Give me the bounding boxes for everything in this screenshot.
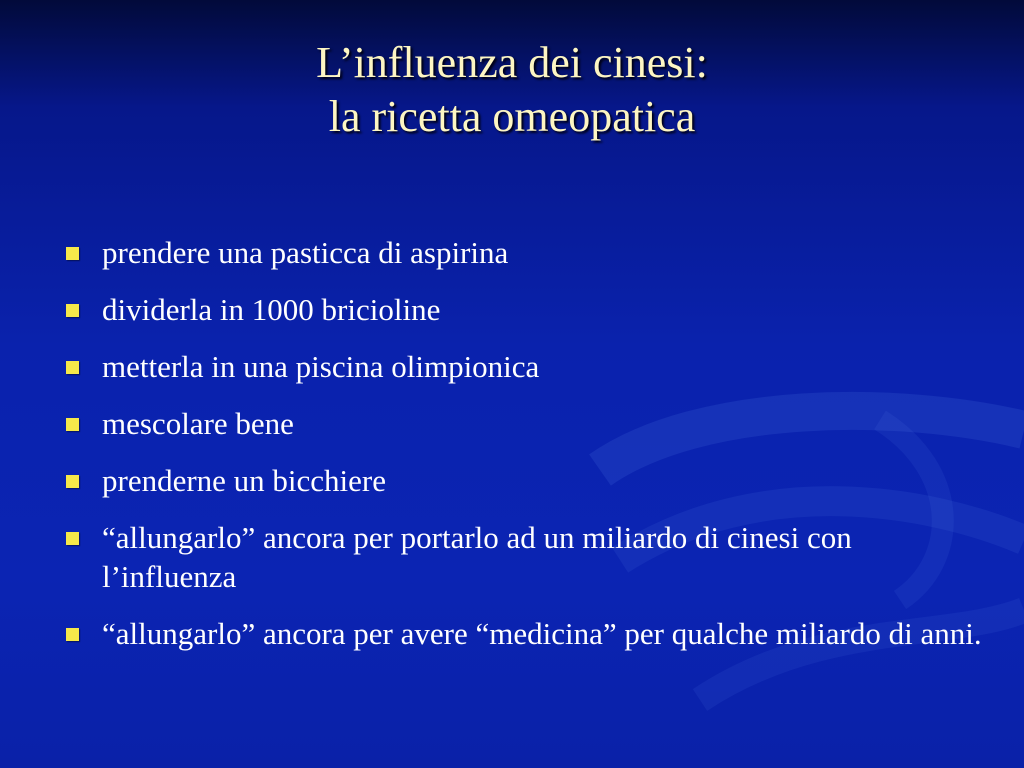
slide-title — [0, 36, 1024, 144]
bullet-item — [62, 347, 982, 386]
bullet-item — [62, 290, 982, 329]
square-bullet-icon — [66, 418, 79, 431]
bullet-text: “allungarlo” ancora per portarlo ad un miliardo di cinesi con l’influenza — [102, 520, 852, 594]
bullet-item — [62, 233, 982, 272]
bullet-list — [62, 233, 982, 671]
square-bullet-icon — [66, 247, 79, 260]
bullet-text: mescolare bene — [102, 406, 294, 441]
square-bullet-icon — [66, 361, 79, 374]
bullet-item — [62, 614, 982, 653]
square-bullet-icon — [66, 532, 79, 545]
bullet-item — [62, 404, 982, 443]
bullet-text: metterla in una piscina olimpionica — [102, 349, 540, 384]
bullet-text: dividerla in 1000 bricioline — [102, 292, 441, 327]
bullet-text: “allungarlo” ancora per avere “medicina” per qualche miliardo di anni. — [102, 616, 982, 651]
slide-title-line-1: L’influenza dei cinesi: — [316, 38, 708, 87]
square-bullet-icon — [66, 475, 79, 488]
bullet-item — [62, 518, 982, 596]
slide-title-line-2: la ricetta omeopatica — [328, 92, 696, 141]
square-bullet-icon — [66, 628, 79, 641]
bullet-text: prenderne un bicchiere — [102, 463, 387, 498]
square-bullet-icon — [66, 304, 79, 317]
bullet-item — [62, 461, 982, 500]
bullet-text: prendere una pasticca di aspirina — [102, 235, 509, 270]
